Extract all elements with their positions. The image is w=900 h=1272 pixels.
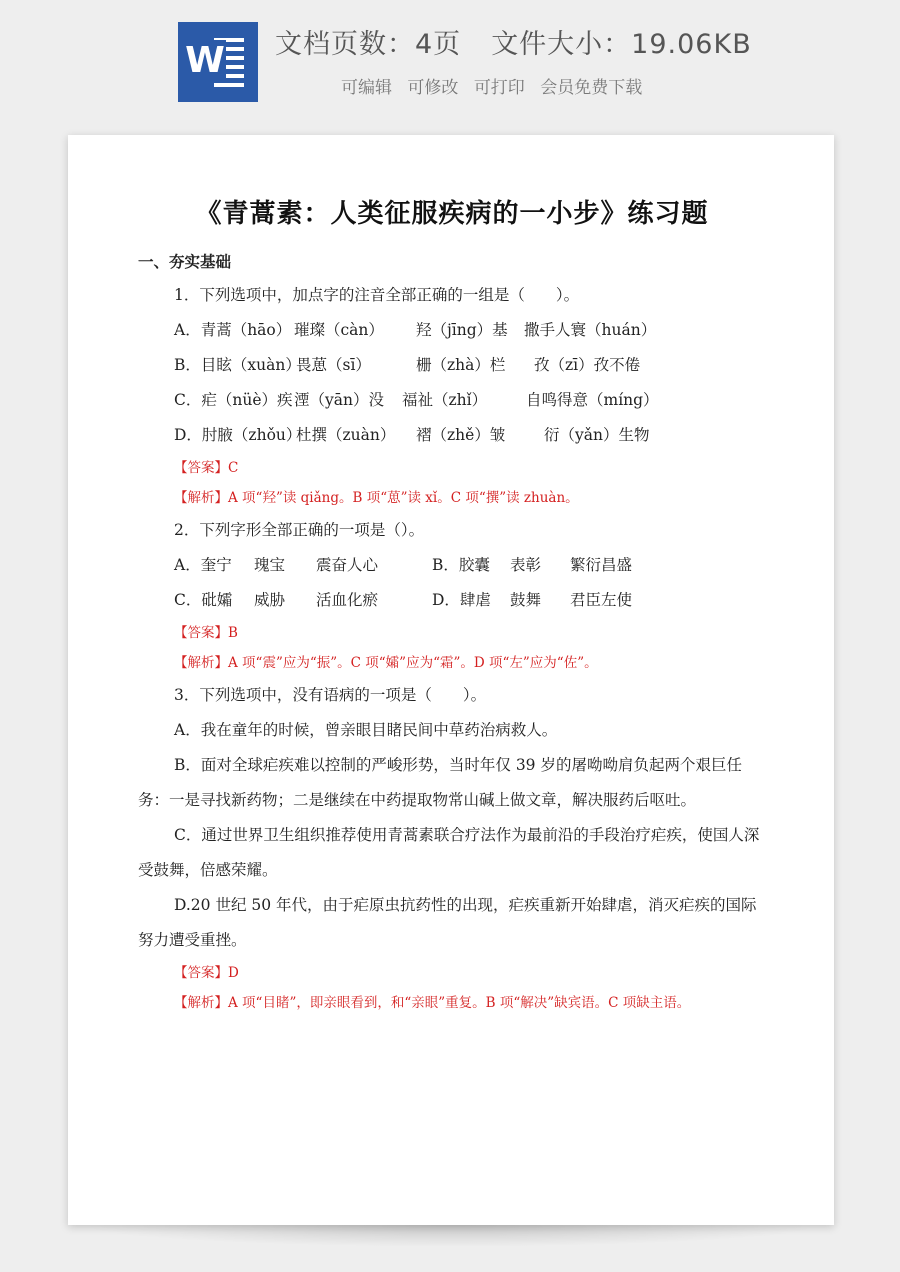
question-1-option-c [138,383,766,418]
option-item: 栅（zhà）栏 [416,356,506,374]
option-item: 湮（yān）没 [294,391,384,409]
question-3-answer: 【答案】D [174,965,239,981]
question-3-option-b: B．面对全球疟疾难以控制的严峻形势，当时年仅 39 岁的屠呦呦肩负起两个艰巨任务：一是寻找新药物；二是继续在中药提取物常山碱上做文章，解决服药后呕吐。 [138,756,742,809]
document-page [68,135,834,1225]
option-item: 衍（yǎn）生物 [544,426,650,444]
option-item: C．疟（nüè）疾 [174,391,293,409]
option-item: 活血化瘀 [316,591,379,609]
question-1-option-b [138,348,766,383]
document-content [138,193,766,1018]
option-item: A．奎宁 [174,556,232,574]
option-item: 孜（zī）孜不倦 [534,356,641,374]
question-2-options-ab [138,548,766,583]
option-item: 福祉（zhǐ） [402,391,488,409]
feature-modifiable: 可修改 [407,78,459,98]
question-1-option-d [138,418,766,453]
option-item: 繁衍昌盛 [570,556,633,574]
option-item: 震奋人心 [316,556,379,574]
option-item: 羟（jīng）基 [416,321,508,339]
question-2-stem: 2．下列字形全部正确的一项是（）。 [174,521,425,539]
question-1-analysis: 【解析】A 项“羟”读 qiǎng。B 项“葸”读 xǐ。C 项“撰”读 zhuàn。 [174,490,579,506]
page-shadow [80,1225,822,1247]
option-item: 瑰宝 [254,556,286,574]
option-item: 鼓舞 [510,591,542,609]
option-item: 君臣左使 [570,591,633,609]
option-item: 褶（zhě）皱 [416,426,506,444]
option-item: D．肘腋（zhǒu） [174,426,302,444]
question-2-options-cd [138,583,766,618]
feature-printable: 可打印 [473,78,525,98]
question-3-option-d: D.20 世纪 50 年代，由于疟原虫抗药性的出现，疟疾重新开始肆虐，消灭疟疾的国际努力遭受重挫。 [138,896,757,949]
feature-editable: 可编辑 [341,78,392,98]
section-title: 一、夯实基础 [138,253,232,271]
question-3-option-a: A．我在童年的时候，曾亲眼目睹民间中草药治病救人。 [174,721,558,739]
question-2-analysis: 【解析】A 项“震”应为“振”。C 项“孀”应为“霜”。D 项“左”应为“佐”。 [174,655,598,671]
file-size: 文件大小：19.06KB [491,29,752,60]
option-item: 撒手人寰（huán） [524,321,657,339]
option-item: B．目眩（xuàn） [174,356,301,374]
document-info [275,22,875,98]
question-1-answer: 【答案】C [174,460,239,476]
question-3-stem: 3．下列选项中，没有语病的一项是（ ）。 [174,686,487,704]
option-item: 表彰 [510,556,542,574]
document-title: 《青蒿素：人类征服疾病的一小步》练习题 [195,199,709,229]
option-item: 畏葸（sī） [296,356,371,374]
option-item: D．肆虐 [432,591,491,609]
page-count: 文档页数：4页 [275,29,462,60]
option-item: 威胁 [254,591,286,609]
option-item: A．青蒿（hāo） [174,321,292,339]
option-item: C．砒孀 [174,591,233,609]
feature-member-download: 会员免费下载 [540,78,643,98]
option-item: 璀璨（càn） [294,321,384,339]
option-item: 杜撰（zuàn） [296,426,396,444]
question-3-option-c: C．通过世界卫生组织推荐使用青蒿素联合疗法作为最前沿的手段治疗疟疾，使国人深受鼓舞，倍感荣耀。 [138,826,760,879]
word-document-icon [178,22,258,102]
option-item: B．胶囊 [432,556,490,574]
header-banner [0,0,900,120]
option-item: 自鸣得意（míng） [526,391,659,409]
question-2-answer: 【答案】B [174,625,238,641]
question-1-stem: 1．下列选项中，加点字的注音全部正确的一组是（ ）。 [174,286,580,304]
feature-list [341,73,875,98]
question-3-analysis: 【解析】A 项“目睹”，即亲眼看到，和“亲眼”重复。B 项“解决”缺宾语。C 项缺主语。 [174,995,691,1011]
word-letter: W [185,40,225,81]
question-1-option-a [138,313,766,348]
